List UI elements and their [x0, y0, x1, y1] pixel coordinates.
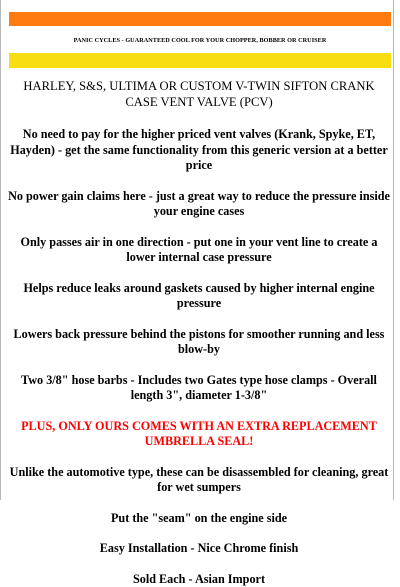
store-tagline: PANIC CYCLES - GUARANTEED COOL FOR YOUR CHOPPER, BOBBER OR CRUISER	[9, 31, 391, 51]
product-title: HARLEY, S&S, ULTIMA OR CUSTOM V-TWIN SIFTON CRANK CASE VENT VALVE (PCV)	[13, 78, 385, 110]
description-line-2: No power gain claims here - just a great way to reduce the pressure inside your engine cases	[7, 189, 391, 220]
yellow-banner-bar	[9, 53, 391, 68]
listing-description	[7, 74, 391, 587]
description-line-3: Only passes air in one direction - put one in your vent line to create a lower internal case pressure	[7, 235, 391, 266]
orange-banner-bar	[9, 12, 391, 26]
description-line-8: Unlike the automotive type, these can be disassembled for cleaning, great for wet sumpers	[7, 465, 391, 496]
description-line-1: No need to pay for the higher priced vent valves (Krank, Spyke, ET, Hayden) - get the same functionality from this generic version at a better price	[7, 127, 391, 174]
promo-line: PLUS, ONLY OURS COMES WITH AN EXTRA REPLACEMENT UMBRELLA SEAL!	[7, 419, 391, 450]
description-line-11: Sold Each - Asian Import	[7, 572, 391, 587]
description-line-6: Two 3/8" hose barbs - Includes two Gates type hose clamps - Overall length 3", diameter 1-3/8"	[7, 373, 391, 404]
description-line-4: Helps reduce leaks around gaskets caused by higher internal engine pressure	[7, 281, 391, 312]
description-line-5: Lowers back pressure behind the pistons for smoother running and less blow-by	[7, 327, 391, 358]
description-line-9: Put the "seam" on the engine side	[7, 511, 391, 527]
description-line-10: Easy Installation - Nice Chrome finish	[7, 541, 391, 557]
